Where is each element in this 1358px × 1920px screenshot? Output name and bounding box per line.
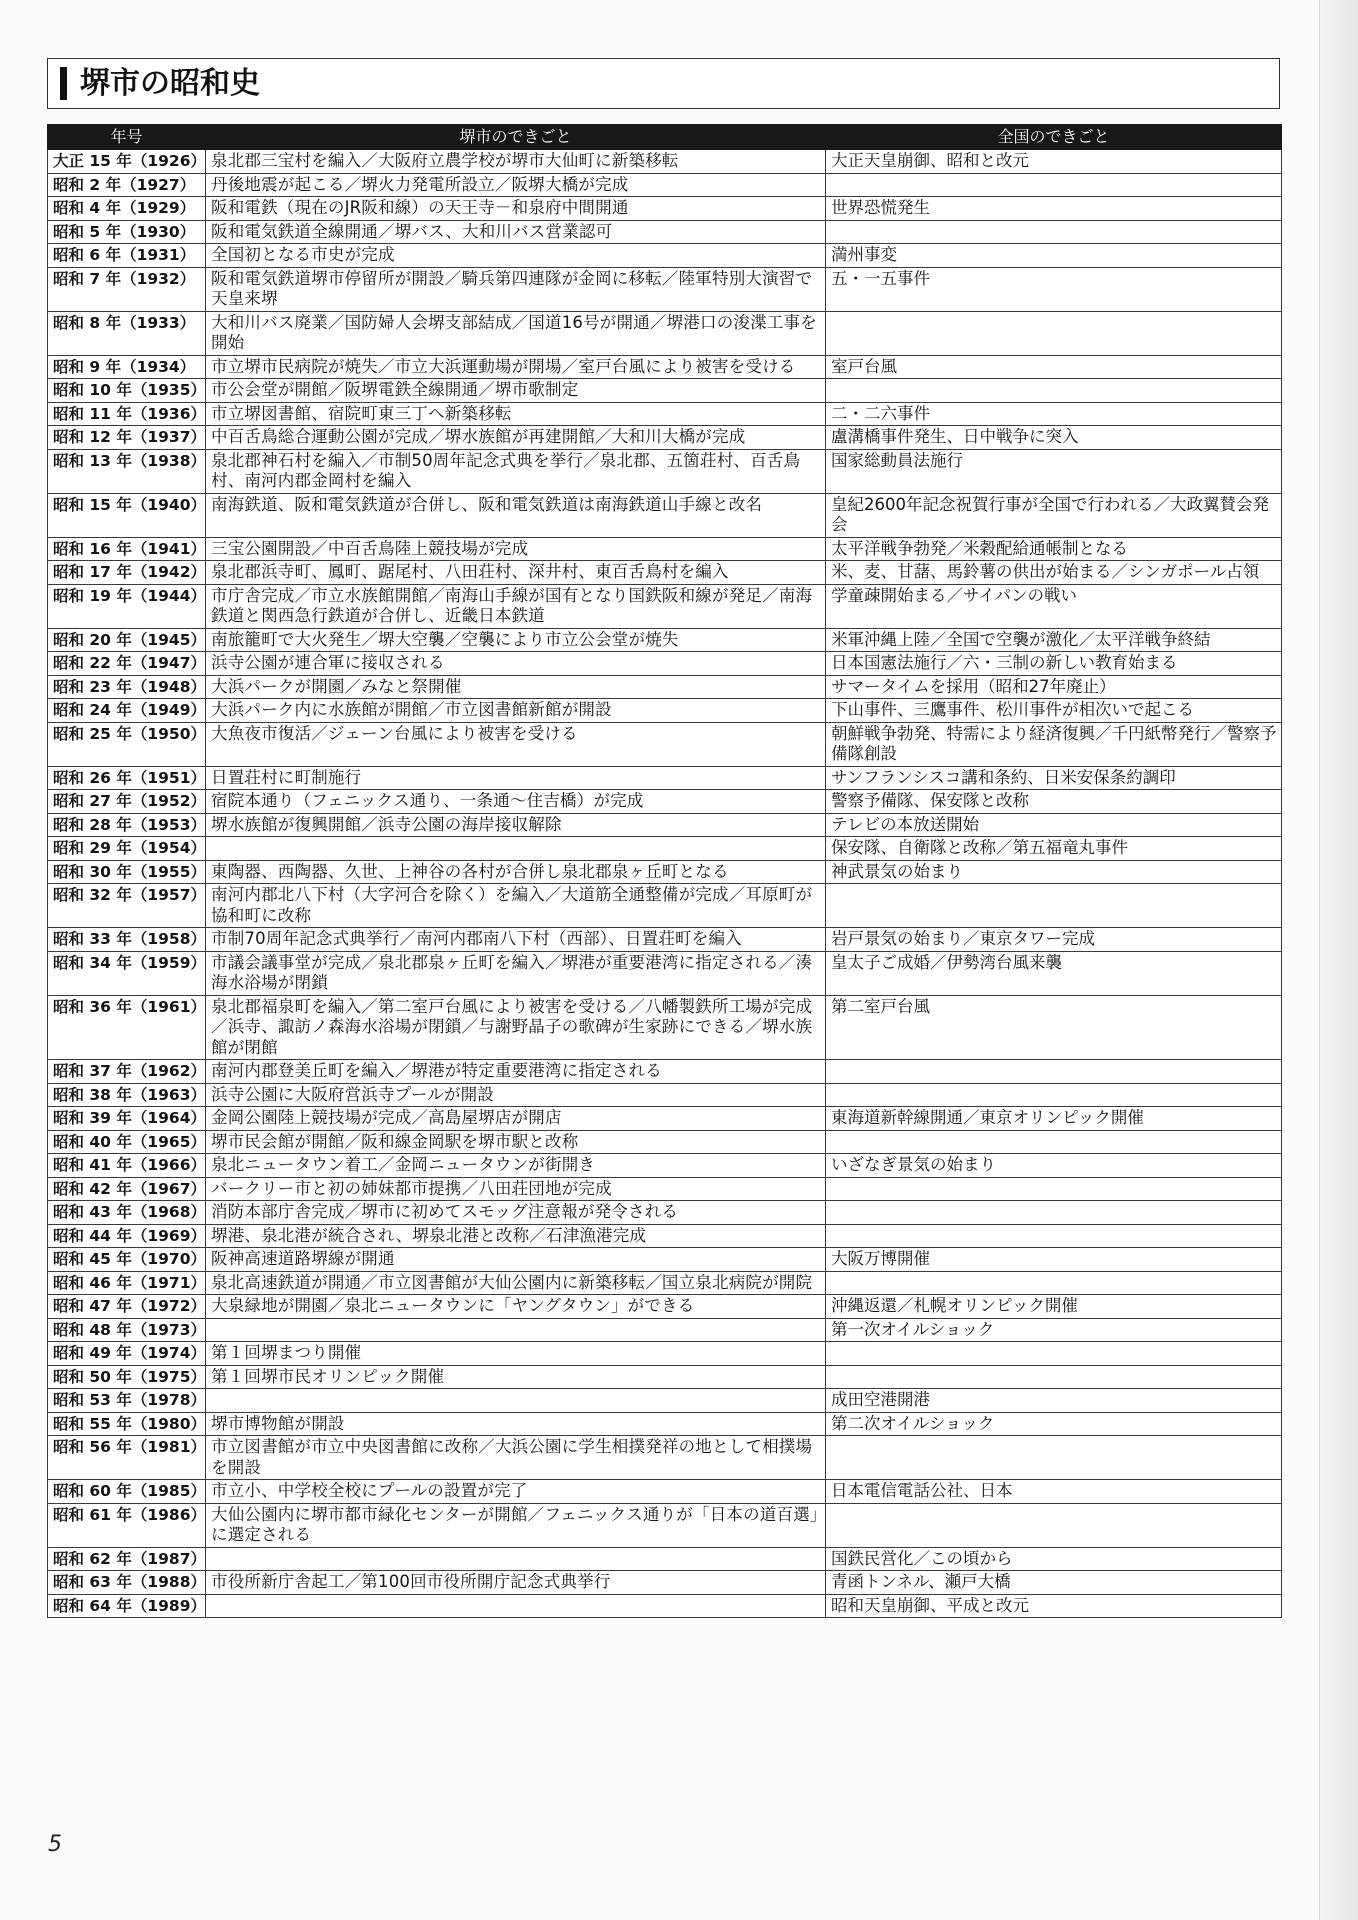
table-row xyxy=(48,813,1282,837)
table-row xyxy=(48,1248,1282,1272)
year-cell: 昭和 43 年（1968） xyxy=(48,1201,206,1225)
sakai-event-cell: 南海鉄道、阪和電気鉄道が合併し、阪和電気鉄道は南海鉄道山手線と改名 xyxy=(206,493,826,537)
table-row xyxy=(48,1365,1282,1389)
year-cell: 昭和 42 年（1967） xyxy=(48,1177,206,1201)
sakai-event-cell: 堺港、泉北港が統合され、堺泉北港と改称／石津漁港完成 xyxy=(206,1224,826,1248)
sakai-event-cell: 市立堺図書館、宿院町東三丁へ新築移転 xyxy=(206,402,826,426)
year-cell: 昭和 26 年（1951） xyxy=(48,766,206,790)
table-row xyxy=(48,790,1282,814)
sakai-event-cell: 南旅籠町で大火発生／堺大空襲／空襲により市立公会堂が焼失 xyxy=(206,628,826,652)
table-row xyxy=(48,584,1282,628)
table-row xyxy=(48,1154,1282,1178)
national-event-cell: 満州事変 xyxy=(826,244,1282,268)
national-event-cell: 二・二六事件 xyxy=(826,402,1282,426)
national-event-cell: 第一次オイルショック xyxy=(826,1318,1282,1342)
year-cell: 昭和 53 年（1978） xyxy=(48,1389,206,1413)
year-cell: 昭和 15 年（1940） xyxy=(48,493,206,537)
header-sakai-events: 堺市のできごと xyxy=(206,125,826,150)
sakai-event-cell: 市立図書館が市立中央図書館に改称／大浜公園に学生相撲発祥の地として相撲場を開設 xyxy=(206,1436,826,1480)
national-event-cell: 米、麦、甘藷、馬鈴薯の供出が始まる／シンガポール占領 xyxy=(826,561,1282,585)
sakai-event-cell: 市役所新庁舎起工／第100回市役所開庁記念式典挙行 xyxy=(206,1571,826,1595)
table-body xyxy=(48,150,1282,1618)
table-header-row xyxy=(48,125,1282,150)
table-row xyxy=(48,267,1282,311)
sakai-event-cell xyxy=(206,1318,826,1342)
year-cell: 昭和 20 年（1945） xyxy=(48,628,206,652)
sakai-event-cell: 消防本部庁舎完成／堺市に初めてスモッグ注意報が発令される xyxy=(206,1201,826,1225)
sakai-event-cell: 南河内郡登美丘町を編入／堺港が特定重要港湾に指定される xyxy=(206,1060,826,1084)
table-row xyxy=(48,449,1282,493)
table-row xyxy=(48,675,1282,699)
table-row xyxy=(48,1271,1282,1295)
year-cell: 昭和 33 年（1958） xyxy=(48,928,206,952)
national-event-cell xyxy=(826,1130,1282,1154)
national-event-cell xyxy=(826,1436,1282,1480)
sakai-event-cell: 大魚夜市復活／ジェーン台風により被害を受ける xyxy=(206,722,826,766)
year-cell: 昭和 7 年（1932） xyxy=(48,267,206,311)
table-row xyxy=(48,150,1282,174)
national-event-cell xyxy=(826,173,1282,197)
table-row xyxy=(48,628,1282,652)
sakai-event-cell: 丹後地震が起こる／堺火力発電所設立／阪堺大橋が完成 xyxy=(206,173,826,197)
year-cell: 昭和 47 年（1972） xyxy=(48,1295,206,1319)
table-row xyxy=(48,402,1282,426)
sakai-event-cell: 阪和電気鉄道全線開通／堺バス、大和川バス営業認可 xyxy=(206,220,826,244)
sakai-event-cell: 第１回堺まつり開催 xyxy=(206,1342,826,1366)
table-row xyxy=(48,1318,1282,1342)
year-cell: 昭和 55 年（1980） xyxy=(48,1412,206,1436)
sakai-event-cell: 市立小、中学校全校にプールの設置が完了 xyxy=(206,1480,826,1504)
year-cell: 昭和 62 年（1987） xyxy=(48,1547,206,1571)
sakai-event-cell: 堺市民会館が開館／阪和線金岡駅を堺市駅と改称 xyxy=(206,1130,826,1154)
year-cell: 昭和 61 年（1986） xyxy=(48,1503,206,1547)
table-row xyxy=(48,699,1282,723)
national-event-cell xyxy=(826,311,1282,355)
sakai-event-cell: 市制70周年記念式典挙行／南河内郡南八下村（西部）、日置荘町を編入 xyxy=(206,928,826,952)
history-table xyxy=(47,124,1282,1618)
page-number: 5 xyxy=(48,1832,62,1857)
national-event-cell xyxy=(826,1201,1282,1225)
year-cell: 昭和 17 年（1942） xyxy=(48,561,206,585)
sakai-event-cell: 金岡公園陸上競技場が完成／高島屋堺店が開店 xyxy=(206,1107,826,1131)
table-row xyxy=(48,928,1282,952)
year-cell: 昭和 22 年（1947） xyxy=(48,652,206,676)
table-row xyxy=(48,220,1282,244)
table-row xyxy=(48,1412,1282,1436)
national-event-cell xyxy=(826,884,1282,928)
year-cell: 昭和 37 年（1962） xyxy=(48,1060,206,1084)
table-row xyxy=(48,1436,1282,1480)
table-row xyxy=(48,1060,1282,1084)
sakai-event-cell xyxy=(206,1594,826,1618)
national-event-cell: テレビの本放送開始 xyxy=(826,813,1282,837)
national-event-cell: 室戸台風 xyxy=(826,355,1282,379)
national-event-cell: 朝鮮戦争勃発、特需により経済復興／千円紙幣発行／警察予備隊創設 xyxy=(826,722,1282,766)
national-event-cell: 学童疎開始まる／サイパンの戦い xyxy=(826,584,1282,628)
national-event-cell xyxy=(826,220,1282,244)
title-accent-bar xyxy=(60,67,67,100)
sakai-event-cell: 浜寺公園が連合軍に接収される xyxy=(206,652,826,676)
year-cell: 昭和 5 年（1930） xyxy=(48,220,206,244)
national-event-cell: 国鉄民営化／この頃から xyxy=(826,1547,1282,1571)
table-row xyxy=(48,1389,1282,1413)
national-event-cell: 皇太子ご成婚／伊勢湾台風来襲 xyxy=(826,951,1282,995)
sakai-event-cell: 堺市博物館が開設 xyxy=(206,1412,826,1436)
year-cell: 昭和 50 年（1975） xyxy=(48,1365,206,1389)
sakai-event-cell: 泉北郡三宝村を編入／大阪府立農学校が堺市大仙町に新築移転 xyxy=(206,150,826,174)
title-box xyxy=(47,58,1280,109)
year-cell: 昭和 45 年（1970） xyxy=(48,1248,206,1272)
year-cell: 昭和 9 年（1934） xyxy=(48,355,206,379)
year-cell: 昭和 23 年（1948） xyxy=(48,675,206,699)
year-cell: 昭和 27 年（1952） xyxy=(48,790,206,814)
page-title: 堺市の昭和史 xyxy=(80,66,260,101)
year-cell: 昭和 25 年（1950） xyxy=(48,722,206,766)
national-event-cell: 五・一五事件 xyxy=(826,267,1282,311)
national-event-cell xyxy=(826,1365,1282,1389)
national-event-cell: 青函トンネル、瀬戸大橋 xyxy=(826,1571,1282,1595)
sakai-event-cell: 第１回堺市民オリンピック開催 xyxy=(206,1365,826,1389)
year-cell: 昭和 11 年（1936） xyxy=(48,402,206,426)
national-event-cell: 皇紀2600年記念祝賀行事が全国で行われる／大政翼賛会発会 xyxy=(826,493,1282,537)
table-row xyxy=(48,860,1282,884)
year-cell: 昭和 63 年（1988） xyxy=(48,1571,206,1595)
table-row xyxy=(48,493,1282,537)
national-event-cell: 沖縄返還／札幌オリンピック開催 xyxy=(826,1295,1282,1319)
sakai-event-cell xyxy=(206,1547,826,1571)
sakai-event-cell: 堺水族館が復興開館／浜寺公園の海岸接収解除 xyxy=(206,813,826,837)
sakai-event-cell: 浜寺公園に大阪府営浜寺プールが開設 xyxy=(206,1083,826,1107)
sakai-event-cell: 三宝公園開設／中百舌鳥陸上競技場が完成 xyxy=(206,537,826,561)
sakai-event-cell: 阪和電鉄（現在のJR阪和線）の天王寺－和泉府中間開通 xyxy=(206,197,826,221)
national-event-cell: 神武景気の始まり xyxy=(826,860,1282,884)
year-cell: 大正 15 年（1926） xyxy=(48,150,206,174)
year-cell: 昭和 48 年（1973） xyxy=(48,1318,206,1342)
sakai-event-cell: 阪神高速道路堺線が開通 xyxy=(206,1248,826,1272)
year-cell: 昭和 34 年（1959） xyxy=(48,951,206,995)
year-cell: 昭和 30 年（1955） xyxy=(48,860,206,884)
table-row xyxy=(48,244,1282,268)
sakai-event-cell: 市立堺市民病院が焼失／市立大浜運動場が開場／室戸台風により被害を受ける xyxy=(206,355,826,379)
table-row xyxy=(48,995,1282,1060)
table-row xyxy=(48,1083,1282,1107)
national-event-cell: 成田空港開港 xyxy=(826,1389,1282,1413)
national-event-cell: 日本電信電話公社、日本 xyxy=(826,1480,1282,1504)
sakai-event-cell: 泉北郡神石村を編入／市制50周年記念式典を挙行／泉北郡、五箇荘村、百舌鳥村、南河内郡金岡村を編入 xyxy=(206,449,826,493)
table-row xyxy=(48,837,1282,861)
sakai-event-cell: バークリー市と初の姉妹都市提携／八田荘団地が完成 xyxy=(206,1177,826,1201)
national-event-cell xyxy=(826,1271,1282,1295)
table-row xyxy=(48,561,1282,585)
page-edge xyxy=(1319,0,1358,1920)
national-event-cell xyxy=(826,1224,1282,1248)
national-event-cell: 太平洋戦争勃発／米穀配給通帳制となる xyxy=(826,537,1282,561)
table-row xyxy=(48,537,1282,561)
table-row xyxy=(48,355,1282,379)
year-cell: 昭和 10 年（1935） xyxy=(48,379,206,403)
national-event-cell: 大正天皇崩御、昭和と改元 xyxy=(826,150,1282,174)
sakai-event-cell xyxy=(206,1389,826,1413)
year-cell: 昭和 38 年（1963） xyxy=(48,1083,206,1107)
national-event-cell xyxy=(826,1060,1282,1084)
year-cell: 昭和 39 年（1964） xyxy=(48,1107,206,1131)
national-event-cell xyxy=(826,1083,1282,1107)
sakai-event-cell: 大浜パークが開園／みなと祭開催 xyxy=(206,675,826,699)
sakai-event-cell: 泉北ニュータウン着工／金岡ニュータウンが街開き xyxy=(206,1154,826,1178)
national-event-cell: いざなぎ景気の始まり xyxy=(826,1154,1282,1178)
national-event-cell xyxy=(826,1177,1282,1201)
table-row xyxy=(48,722,1282,766)
sakai-event-cell xyxy=(206,837,826,861)
year-cell: 昭和 24 年（1949） xyxy=(48,699,206,723)
sakai-event-cell: 全国初となる市史が完成 xyxy=(206,244,826,268)
national-event-cell: 日本国憲法施行／六・三制の新しい教育始まる xyxy=(826,652,1282,676)
national-event-cell: 第二室戸台風 xyxy=(826,995,1282,1060)
table-row xyxy=(48,1342,1282,1366)
year-cell: 昭和 36 年（1961） xyxy=(48,995,206,1060)
year-cell: 昭和 46 年（1971） xyxy=(48,1271,206,1295)
national-event-cell: 下山事件、三鷹事件、松川事件が相次いで起こる xyxy=(826,699,1282,723)
sakai-event-cell: 東陶器、西陶器、久世、上神谷の各村が合併し泉北郡泉ヶ丘町となる xyxy=(206,860,826,884)
year-cell: 昭和 44 年（1969） xyxy=(48,1224,206,1248)
header-year: 年号 xyxy=(48,125,206,150)
national-event-cell: サンフランシスコ講和条約、日米安保条約調印 xyxy=(826,766,1282,790)
sakai-event-cell: 泉北郡福泉町を編入／第二室戸台風により被害を受ける／八幡製鉄所工場が完成／浜寺、諏訪ノ森海水浴場が閉鎖／与謝野晶子の歌碑が生家跡にできる／堺水族館が閉館 xyxy=(206,995,826,1060)
national-event-cell: 昭和天皇崩御、平成と改元 xyxy=(826,1594,1282,1618)
table-row xyxy=(48,1224,1282,1248)
national-event-cell: 第二次オイルショック xyxy=(826,1412,1282,1436)
table-row xyxy=(48,1571,1282,1595)
year-cell: 昭和 56 年（1981） xyxy=(48,1436,206,1480)
table-row xyxy=(48,379,1282,403)
year-cell: 昭和 4 年（1929） xyxy=(48,197,206,221)
national-event-cell xyxy=(826,379,1282,403)
table-row xyxy=(48,311,1282,355)
year-cell: 昭和 32 年（1957） xyxy=(48,884,206,928)
national-event-cell: 東海道新幹線開通／東京オリンピック開催 xyxy=(826,1107,1282,1131)
national-event-cell: 保安隊、自衛隊と改称／第五福竜丸事件 xyxy=(826,837,1282,861)
sakai-event-cell: 中百舌鳥総合運動公園が完成／堺水族館が再建開館／大和川大橋が完成 xyxy=(206,426,826,450)
table-row xyxy=(48,1547,1282,1571)
sakai-event-cell: 日置荘村に町制施行 xyxy=(206,766,826,790)
year-cell: 昭和 19 年（1944） xyxy=(48,584,206,628)
national-event-cell: 大阪万博開催 xyxy=(826,1248,1282,1272)
table-row xyxy=(48,1130,1282,1154)
year-cell: 昭和 2 年（1927） xyxy=(48,173,206,197)
year-cell: 昭和 60 年（1985） xyxy=(48,1480,206,1504)
table-row xyxy=(48,766,1282,790)
sakai-event-cell: 阪和電気鉄道堺市停留所が開設／騎兵第四連隊が金岡に移転／陸軍特別大演習で天皇来堺 xyxy=(206,267,826,311)
sakai-event-cell: 大仙公園内に堺市都市緑化センターが開館／フェニックス通りが「日本の道百選」に選定される xyxy=(206,1503,826,1547)
table-row xyxy=(48,652,1282,676)
national-event-cell: 盧溝橋事件発生、日中戦争に突入 xyxy=(826,426,1282,450)
table-row xyxy=(48,197,1282,221)
year-cell: 昭和 12 年（1937） xyxy=(48,426,206,450)
table-row xyxy=(48,1503,1282,1547)
table-row xyxy=(48,1480,1282,1504)
year-cell: 昭和 64 年（1989） xyxy=(48,1594,206,1618)
sakai-event-cell: 大和川バス廃業／国防婦人会堺支部結成／国道16号が開通／堺港口の浚渫工事を開始 xyxy=(206,311,826,355)
sakai-event-cell: 市議会議事堂が完成／泉北郡泉ヶ丘町を編入／堺港が重要港湾に指定される／湊海水浴場が閉鎖 xyxy=(206,951,826,995)
table-row xyxy=(48,1177,1282,1201)
year-cell: 昭和 13 年（1938） xyxy=(48,449,206,493)
sakai-event-cell: 市庁舎完成／市立水族館開館／南海山手線が国有となり国鉄阪和線が発足／南海鉄道と関西急行鉄道が合併し、近畿日本鉄道 xyxy=(206,584,826,628)
national-event-cell: サマータイムを採用（昭和27年廃止） xyxy=(826,675,1282,699)
national-event-cell: 国家総動員法施行 xyxy=(826,449,1282,493)
national-event-cell xyxy=(826,1342,1282,1366)
year-cell: 昭和 41 年（1966） xyxy=(48,1154,206,1178)
table-row xyxy=(48,1594,1282,1618)
sakai-event-cell: 泉北高速鉄道が開通／市立図書館が大仙公園内に新築移転／国立泉北病院が開院 xyxy=(206,1271,826,1295)
year-cell: 昭和 8 年（1933） xyxy=(48,311,206,355)
year-cell: 昭和 16 年（1941） xyxy=(48,537,206,561)
table-row xyxy=(48,884,1282,928)
national-event-cell: 米軍沖縄上陸／全国で空襲が激化／太平洋戦争終結 xyxy=(826,628,1282,652)
national-event-cell: 警察予備隊、保安隊と改称 xyxy=(826,790,1282,814)
year-cell: 昭和 28 年（1953） xyxy=(48,813,206,837)
sakai-event-cell: 宿院本通り（フェニックス通り、一条通～住吉橋）が完成 xyxy=(206,790,826,814)
sakai-event-cell: 大浜パーク内に水族館が開館／市立図書館新館が開設 xyxy=(206,699,826,723)
table-row xyxy=(48,1295,1282,1319)
table-row xyxy=(48,1201,1282,1225)
year-cell: 昭和 6 年（1931） xyxy=(48,244,206,268)
year-cell: 昭和 29 年（1954） xyxy=(48,837,206,861)
year-cell: 昭和 49 年（1974） xyxy=(48,1342,206,1366)
table-row xyxy=(48,951,1282,995)
sakai-event-cell: 大泉緑地が開園／泉北ニュータウンに「ヤングタウン」ができる xyxy=(206,1295,826,1319)
table-row xyxy=(48,173,1282,197)
national-event-cell: 世界恐慌発生 xyxy=(826,197,1282,221)
sakai-event-cell: 南河内郡北八下村（大字河合を除く）を編入／大道筋全通整備が完成／耳原町が協和町に改称 xyxy=(206,884,826,928)
year-cell: 昭和 40 年（1965） xyxy=(48,1130,206,1154)
table-row xyxy=(48,426,1282,450)
sakai-event-cell: 市公会堂が開館／阪堺電鉄全線開通／堺市歌制定 xyxy=(206,379,826,403)
table-row xyxy=(48,1107,1282,1131)
header-national-events: 全国のできごと xyxy=(826,125,1282,150)
national-event-cell: 岩戸景気の始まり／東京タワー完成 xyxy=(826,928,1282,952)
sakai-event-cell: 泉北郡浜寺町、鳳町、踞尾村、八田荘村、深井村、東百舌鳥村を編入 xyxy=(206,561,826,585)
national-event-cell xyxy=(826,1503,1282,1547)
